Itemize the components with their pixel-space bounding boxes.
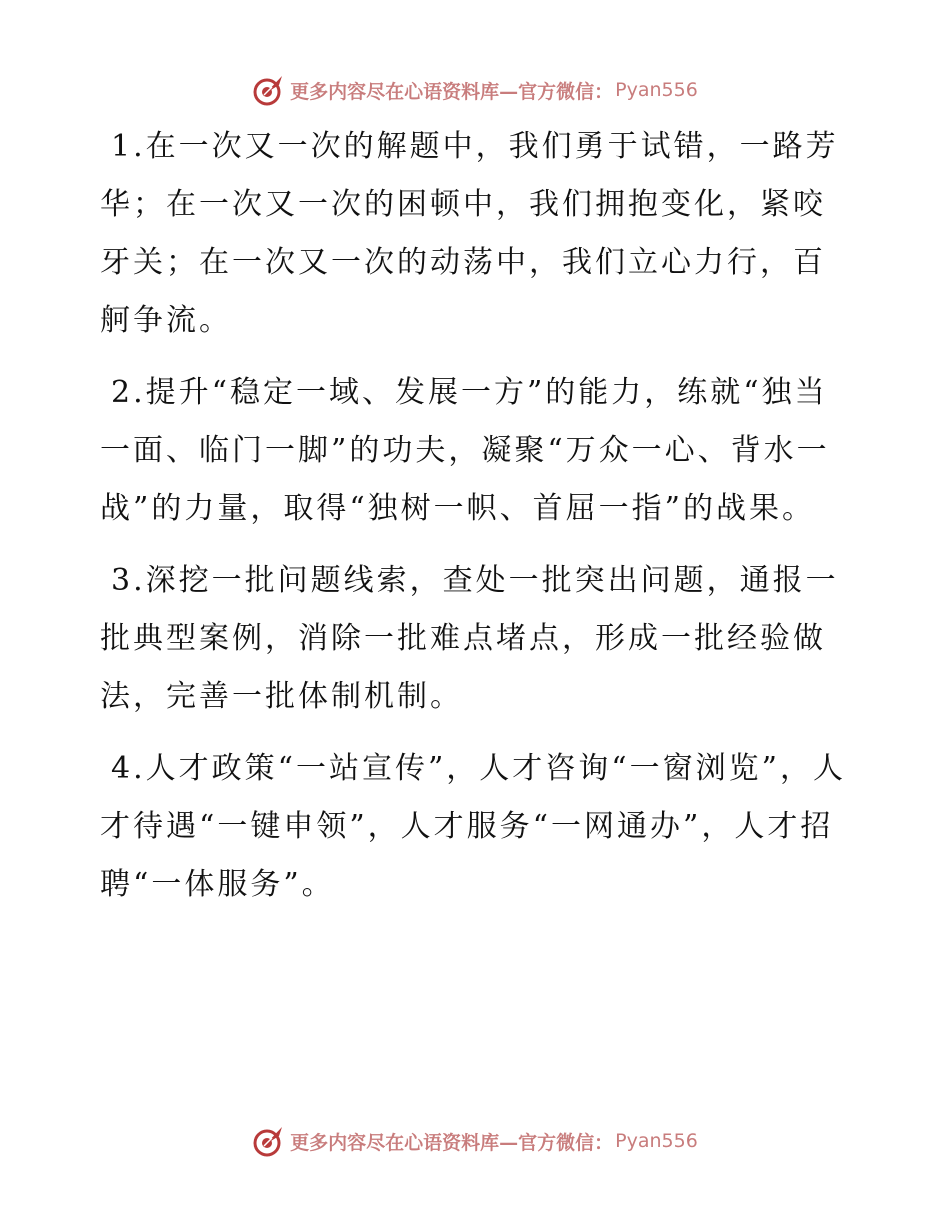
paragraph-3: 3.深挖一批问题线索，查处一批突出问题，通报一批典型案例，消除一批难点堵点，形成一批经验做法，完善一批体制机制。 bbox=[100, 563, 839, 714]
quill-logo-icon bbox=[252, 73, 286, 107]
footer-watermark-handle: Pyan556 bbox=[615, 1130, 698, 1152]
paragraph-2: 2.提升“稳定一域、发展一方”的能力，练就“独当一面、临门一脚”的功夫，凝聚“万众一心、背水一战”的力量，取得“独树一帜、首屈一指”的战果。 bbox=[100, 375, 830, 526]
header-watermark-handle: Pyan556 bbox=[615, 79, 698, 101]
footer-watermark bbox=[0, 1121, 950, 1161]
document-body bbox=[100, 118, 850, 928]
header-watermark bbox=[0, 70, 950, 110]
paragraph-4: 4.人才政策“一站宣传”，人才咨询“一窗浏览”，人才待遇“一键申领”，人才服务“一网通办”，人才招聘“一体服务”。 bbox=[100, 751, 846, 902]
quill-logo-icon bbox=[252, 1124, 286, 1158]
paragraph-1: 1.在一次又一次的解题中，我们勇于试错，一路芳华；在一次又一次的困顿中，我们拥抱变化，紧咬牙关；在一次又一次的动荡中，我们立心力行，百舸争流。 bbox=[100, 129, 839, 338]
footer-watermark-text: 更多内容尽在心语资料库—官方微信： bbox=[290, 1131, 614, 1154]
header-watermark-text: 更多内容尽在心语资料库—官方微信： bbox=[290, 80, 614, 103]
